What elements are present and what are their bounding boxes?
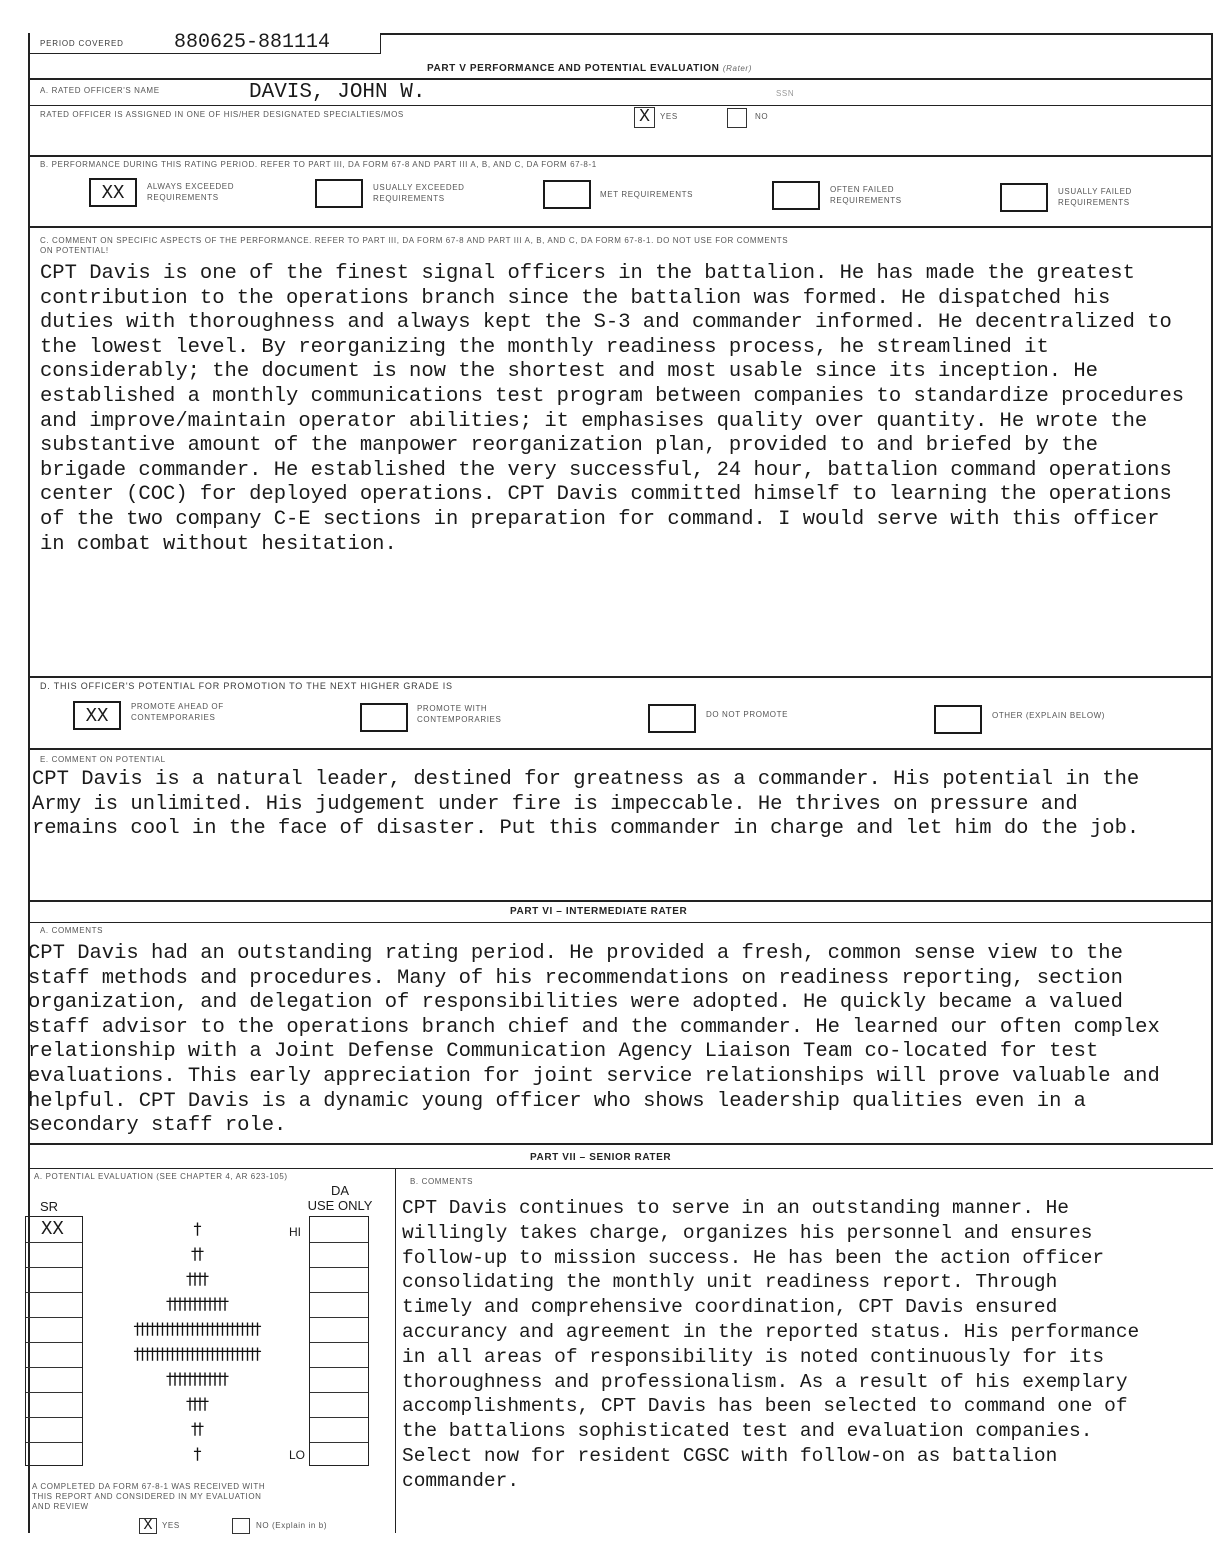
da-label-line-1: DA — [330, 1183, 350, 1198]
distribution-figure-row: †† — [191, 1244, 201, 1263]
part-vi-comment-line: evaluations. This early appreciation for joint service relationships will prove valuable and — [28, 1064, 1160, 1088]
performance-comment-line: in combat without hesitation. — [40, 532, 397, 556]
da-cell — [310, 1267, 368, 1293]
performance-comment-line: duties with thoroughness and always kept the S-3 and commander informed. He decentralized to — [40, 311, 1172, 335]
potential-comment-line: Army is unlimited. His judgement under fire is impeccable. He thrives on pressure and — [32, 792, 1078, 816]
potential-do-not-promote-box[interactable] — [648, 704, 696, 733]
part-vi-comment-line: staff advisor to the operations branch chief and the commander. He learned our often complex — [28, 1015, 1160, 1039]
received-yes-mark: X — [143, 1517, 153, 1534]
performance-comment-label-1: C. COMMENT ON SPECIFIC ASPECTS OF THE PERFORMANCE. REFER TO PART III, DA FORM 67-8 AND PART III A, B, AND C, DA FORM 67-8-1. DO NOT USE FOR COMMENTS — [40, 236, 789, 245]
perf-often-failed-label-2: REQUIREMENTS — [830, 196, 902, 205]
potential-other-mark — [936, 707, 980, 732]
performance-comment-line: contribution to the operations branch since the battalion was formed. He dispatched his — [40, 286, 1111, 310]
assigned-specialty-label: RATED OFFICER IS ASSIGNED IN ONE OF HIS/HER DESIGNATED SPECIALTIES/MOS — [40, 110, 404, 119]
potential-do-not-promote-mark — [650, 706, 694, 731]
senior-rater-comment-line: willingly takes charge, organizes his personnel and ensures — [402, 1221, 1093, 1244]
potential-promote-ahead-label-1: PROMOTE AHEAD OF — [131, 702, 224, 711]
perf-often-failed-box[interactable] — [772, 181, 820, 210]
senior-rater-comment-line: timely and comprehensive coordination, CPT Davis ensured — [402, 1296, 1058, 1319]
da-cell — [310, 1242, 368, 1268]
distribution-figure-row: †††† — [186, 1269, 206, 1288]
assigned-yes-label: YES — [660, 112, 678, 121]
potential-comment-text — [32, 768, 1139, 842]
perf-often-failed-label-1: OFTEN FAILED — [830, 185, 895, 194]
part-vii-divider — [395, 1169, 396, 1533]
perf-usually-failed-label — [1058, 186, 1132, 208]
perf-always-exceeded-mark: XX — [101, 181, 125, 204]
period-box-right — [380, 33, 381, 54]
period-covered-label: PERIOD COVERED — [40, 39, 124, 48]
part-vi-comment-text — [28, 942, 1160, 1139]
part-vi-comments-label: A. COMMENTS — [40, 926, 104, 935]
rule-before-potential — [30, 676, 1213, 678]
potential-promote-with-label-2: CONTEMPORARIES — [417, 715, 502, 724]
performance-label: B. PERFORMANCE DURING THIS RATING PERIOD. REFER TO PART III, DA FORM 67-8 AND PART III A, B, AND C, DA FORM 67-8-1 — [40, 160, 597, 169]
potential-promote-with-label — [417, 703, 501, 725]
sr-cell[interactable] — [26, 1442, 82, 1465]
sr-cell[interactable] — [26, 1292, 82, 1318]
performance-comment-label — [40, 236, 788, 256]
performance-comment-label-2: ON POTENTIAL! — [40, 246, 109, 255]
sr-cell[interactable] — [26, 1392, 82, 1418]
senior-rater-comment-line: consolidating the monthly unit readiness report. Through — [402, 1271, 1058, 1294]
potential-evaluation-label: A. POTENTIAL EVALUATION (SEE CHAPTER 4, AR 623-105) — [34, 1172, 288, 1181]
performance-comment-line: brigade commander. He established the very successful, 24 hour, battalion command operations — [40, 458, 1172, 482]
potential-promote-with-label-1: PROMOTE WITH — [417, 704, 488, 713]
da-use-only-header — [302, 1183, 378, 1213]
part-vi-comment-line: helpful. CPT Davis is a dynamic young officer who shows leadership qualities even in a — [28, 1089, 1086, 1113]
potential-do-not-promote-label — [706, 710, 788, 719]
sr-cell[interactable] — [26, 1267, 82, 1293]
part-vi-comment-line: staff methods and procedures. Many of his recommendations on readiness reporting, section — [28, 966, 1123, 990]
rule-after-assigned — [30, 155, 1213, 157]
senior-rater-comment-line: commander. — [402, 1469, 520, 1492]
rule-after-name — [30, 105, 1213, 106]
received-form-label-1: A COMPLETED DA FORM 67-8-1 WAS RECEIVED WITH — [32, 1482, 266, 1491]
perf-met-requirements-box[interactable] — [543, 180, 591, 209]
received-no-label: NO (Explain in b) — [256, 1521, 328, 1530]
potential-other-label — [992, 711, 1105, 720]
performance-comment-line: established a monthly communications test program between companies to standardize procedures — [40, 384, 1185, 408]
received-form-label-2: THIS REPORT AND CONSIDERED IN MY EVALUATION — [32, 1492, 262, 1501]
rule-after-part-vi-title — [30, 922, 1213, 923]
received-form-label — [32, 1482, 265, 1512]
da-column — [309, 1216, 369, 1466]
perf-met-requirements-label — [600, 189, 693, 200]
perf-usually-failed-mark — [1002, 185, 1046, 210]
da-cell — [310, 1317, 368, 1343]
potential-promote-ahead-label — [131, 701, 224, 723]
perf-usually-failed-label-1: USUALLY FAILED — [1058, 187, 1132, 196]
potential-label: D. THIS OFFICER'S POTENTIAL FOR PROMOTION TO THE NEXT HIGHER GRADE IS — [40, 681, 453, 691]
da-cell — [310, 1292, 368, 1318]
sr-cell[interactable] — [26, 1317, 82, 1343]
senior-rater-comment-line: accurancy and agreement in the reported status. His performance — [402, 1320, 1140, 1343]
perf-usually-exceeded-mark — [317, 181, 361, 206]
ssn-label: SSN — [776, 89, 795, 98]
potential-comment-line: CPT Davis is a natural leader, destined for greatness as a commander. His potential in the — [32, 768, 1140, 791]
perf-usually-exceeded-label — [373, 182, 465, 204]
da-cell — [310, 1392, 368, 1418]
perf-always-exceeded-label-2: REQUIREMENTS — [147, 193, 219, 202]
rule-after-performance — [30, 226, 1213, 228]
assigned-yes-checkbox[interactable] — [634, 107, 655, 128]
part-v-title-text: PART V PERFORMANCE AND POTENTIAL EVALUATION — [427, 63, 720, 74]
perf-usually-failed-label-2: REQUIREMENTS — [1058, 198, 1130, 207]
sr-header: SR — [40, 1199, 59, 1214]
rule-before-part-vi — [30, 900, 1213, 902]
sr-mark: XX — [41, 1218, 64, 1240]
da-cell — [310, 1217, 368, 1243]
perf-met-requirements-label-1: MET REQUIREMENTS — [600, 190, 694, 199]
potential-other-label-1: OTHER (EXPLAIN BELOW) — [992, 711, 1106, 720]
distribution-figure-row: †††††††††††† — [166, 1294, 226, 1313]
rule-after-title — [30, 78, 1213, 80]
senior-rater-comments-label: B. COMMENTS — [410, 1177, 474, 1186]
part-vii-title: PART VII – SENIOR RATER — [530, 1152, 672, 1163]
part-vi-comment-line: CPT Davis had an outstanding rating period. He provided a fresh, common sense view to the — [28, 942, 1123, 965]
senior-rater-comment-line: in all areas of responsibility is noted continuously for its — [402, 1345, 1105, 1368]
senior-rater-comment-line: the battalions sophisticated test and evaluation companies. — [402, 1420, 1093, 1443]
performance-comment-line: substantive amount of the manpower reorganization plan, provided to and briefed by the — [40, 434, 1098, 458]
frame-right-border — [1211, 33, 1213, 1143]
da-label-line-2: USE ONLY — [307, 1198, 373, 1213]
part-vi-comment-line: secondary staff role. — [28, 1114, 287, 1138]
rule-after-part-vii-title — [30, 1168, 1213, 1169]
part-v-title — [427, 63, 752, 74]
perf-usually-exceeded-label-2: REQUIREMENTS — [373, 194, 445, 203]
performance-comment-text — [40, 262, 1184, 557]
perf-often-failed-mark — [774, 183, 818, 208]
distribution-figure-row: ††††††††††††††††††††††††† — [133, 1319, 259, 1338]
rated-officer-name-label: A. RATED OFFICER'S NAME — [40, 86, 160, 95]
received-form-label-3: AND REVIEW — [32, 1502, 89, 1511]
senior-rater-comment-line: follow-up to mission success. He has been the action officer — [402, 1246, 1105, 1269]
rated-officer-name-value: DAVIS, JOHN W. — [249, 81, 426, 104]
perf-always-exceeded-box[interactable] — [89, 178, 137, 207]
assigned-no-label: NO — [755, 112, 769, 121]
top-rule — [380, 33, 1213, 35]
distribution-figure-row: †††††††††††† — [166, 1369, 226, 1388]
performance-comment-line: of the two company C-E sections in preparation for command. I would serve with this officer — [40, 507, 1160, 531]
perf-often-failed-label — [830, 184, 902, 206]
potential-promote-with-box[interactable] — [360, 703, 408, 732]
potential-promote-ahead-label-2: CONTEMPORARIES — [131, 713, 216, 722]
potential-promote-ahead-mark: XX — [85, 704, 109, 727]
sr-cell[interactable] — [26, 1242, 82, 1268]
distribution-figure-row: † — [193, 1219, 199, 1238]
sr-cell[interactable] — [26, 1367, 82, 1393]
period-covered-value: 880625-881114 — [174, 31, 331, 54]
senior-rater-comment-line: CPT Davis continues to serve in an outstanding manner. He — [402, 1197, 1070, 1219]
received-yes-checkbox[interactable] — [139, 1518, 157, 1534]
rule-before-potential-comment — [30, 748, 1213, 750]
lo-label: LO — [289, 1448, 306, 1462]
senior-rater-comment-line: Select now for resident CGSC with follow-on as battalion — [402, 1444, 1058, 1467]
perf-always-exceeded-label — [147, 181, 234, 203]
perf-usually-failed-box[interactable] — [1000, 183, 1048, 212]
senior-rater-comment-line: thoroughness and professionalism. As a result of his exemplary — [402, 1370, 1128, 1393]
part-vi-comment-line: relationship with a Joint Defense Communication Agency Liaison Team co-located for test — [28, 1040, 1099, 1064]
performance-comment-line: center (COC) for deployed operations. CPT Davis committed himself to learning the operations — [40, 483, 1172, 507]
sr-cell[interactable] — [26, 1217, 82, 1243]
da-cell — [310, 1367, 368, 1393]
performance-comment-line: considerably; the document is now the shortest and most usable since its inception. He — [40, 360, 1098, 384]
da-cell — [310, 1417, 368, 1443]
perf-usually-exceeded-label-1: USUALLY EXCEEDED — [373, 183, 465, 192]
distribution-figure-row: † — [193, 1444, 199, 1463]
senior-rater-comment-line: accomplishments, CPT Davis has been selected to command one of — [402, 1395, 1128, 1418]
perf-usually-exceeded-box[interactable] — [315, 179, 363, 208]
part-vi-comment-line: organization, and delegation of responsibilities were adopted. He quickly became a valued — [28, 991, 1123, 1015]
senior-rater-comment-text — [402, 1196, 1139, 1494]
received-no-checkbox[interactable] — [232, 1518, 250, 1534]
hi-label: HI — [289, 1225, 301, 1239]
perf-always-exceeded-label-1: ALWAYS EXCEEDED — [147, 182, 235, 191]
sr-column — [25, 1216, 83, 1466]
performance-comment-line: CPT Davis is one of the finest signal officers in the battalion. He has made the greatest — [40, 262, 1135, 285]
da-cell — [310, 1442, 368, 1465]
distribution-figure-row: ††††††††††††††††††††††††† — [133, 1344, 259, 1363]
distribution-figure-row: †† — [191, 1419, 201, 1438]
potential-promote-ahead-box[interactable] — [73, 701, 121, 730]
sr-cell[interactable] — [26, 1342, 82, 1368]
received-yes-label: YES — [162, 1521, 180, 1530]
sr-cell[interactable] — [26, 1417, 82, 1443]
potential-comment-line: remains cool in the face of disaster. Put this commander in charge and let him do the job. — [32, 817, 1140, 841]
perf-met-requirements-mark — [545, 182, 589, 207]
performance-comment-line: the lowest level. By reorganizing the monthly readiness process, he streamlined it — [40, 335, 1049, 359]
performance-comment-line: and improve/maintain operator abilities; it emphasises quality over quantity. He wrote the — [40, 409, 1148, 433]
part-v-title-suffix: (Rater) — [722, 64, 752, 73]
population-distribution-figure — [84, 1216, 308, 1466]
rule-before-part-vii — [30, 1143, 1213, 1145]
assigned-no-checkbox[interactable] — [727, 108, 747, 128]
potential-do-not-promote-label-1: DO NOT PROMOTE — [706, 710, 789, 719]
potential-comment-label: E. COMMENT ON POTENTIAL — [40, 755, 166, 764]
distribution-figure-row: †††† — [186, 1394, 206, 1413]
potential-other-box[interactable] — [934, 705, 982, 734]
da-cell — [310, 1342, 368, 1368]
part-vi-title: PART VI – INTERMEDIATE RATER — [510, 906, 688, 917]
potential-promote-with-mark — [362, 705, 406, 730]
assigned-yes-mark: X — [639, 107, 650, 127]
